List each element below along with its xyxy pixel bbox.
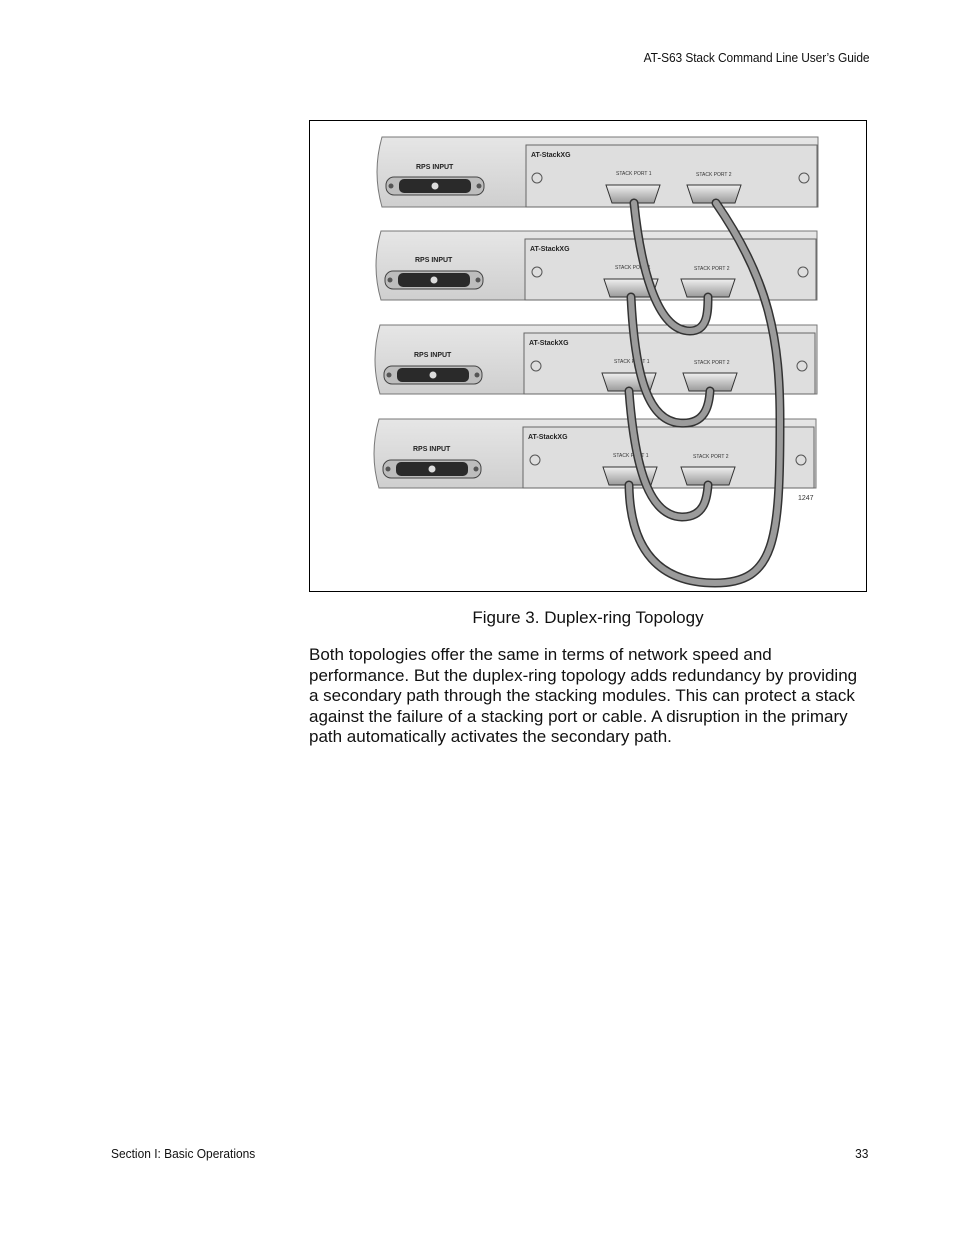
switch-unit-4 — [374, 419, 816, 488]
module-label: AT-StackXG — [529, 340, 569, 347]
stack-port-2-label: STACK PORT 2 — [696, 172, 732, 178]
rps-connector-icon — [430, 372, 437, 379]
rps-input-label: RPS INPUT — [415, 257, 453, 264]
stack-port-2-label: STACK PORT 2 — [694, 266, 730, 272]
rps-connector-icon — [429, 466, 436, 473]
body-paragraph: Both topologies offer the same in terms of network speed and performance. But the duplex-ring topology adds redundancy by providing a secondary path through the stacking modules. This can protect a stack against the failure of a stacking port or cable. A disruption in the primary path automatically activates the secondary path. — [309, 645, 858, 746]
rps-connector-icon — [431, 277, 438, 284]
module-label: AT-StackXG — [531, 152, 571, 159]
stack-port-1-label: STACK PORT 1 — [613, 453, 649, 459]
module-label: AT-StackXG — [528, 434, 568, 441]
stack-port-2-label: STACK PORT 2 — [693, 454, 729, 460]
figure-caption: Figure 3. Duplex-ring Topology — [472, 608, 704, 627]
footer-section: Section I: Basic Operations — [111, 1146, 256, 1161]
stack-port-1-label: STACK PORT 1 — [615, 265, 651, 271]
duplex-ring-figure — [309, 120, 867, 592]
stack-port-1-label: STACK PORT 1 — [616, 171, 652, 177]
stack-port-1-label: STACK PORT 1 — [614, 359, 650, 365]
module-label: AT-StackXG — [530, 246, 570, 253]
rps-input-label: RPS INPUT — [414, 352, 452, 359]
rps-input-label: RPS INPUT — [413, 446, 451, 453]
switch-unit-1 — [377, 137, 818, 207]
figure-id: 1247 — [798, 495, 814, 502]
stack-diagram — [310, 121, 866, 591]
running-header: AT-S63 Stack Command Line User’s Guide — [643, 50, 869, 65]
rps-input-label: RPS INPUT — [416, 164, 454, 171]
switch-unit-3 — [375, 325, 817, 394]
page-number: 33 — [854, 1146, 868, 1161]
rps-connector-icon — [432, 183, 439, 190]
stack-port-2-label: STACK PORT 2 — [694, 360, 730, 366]
